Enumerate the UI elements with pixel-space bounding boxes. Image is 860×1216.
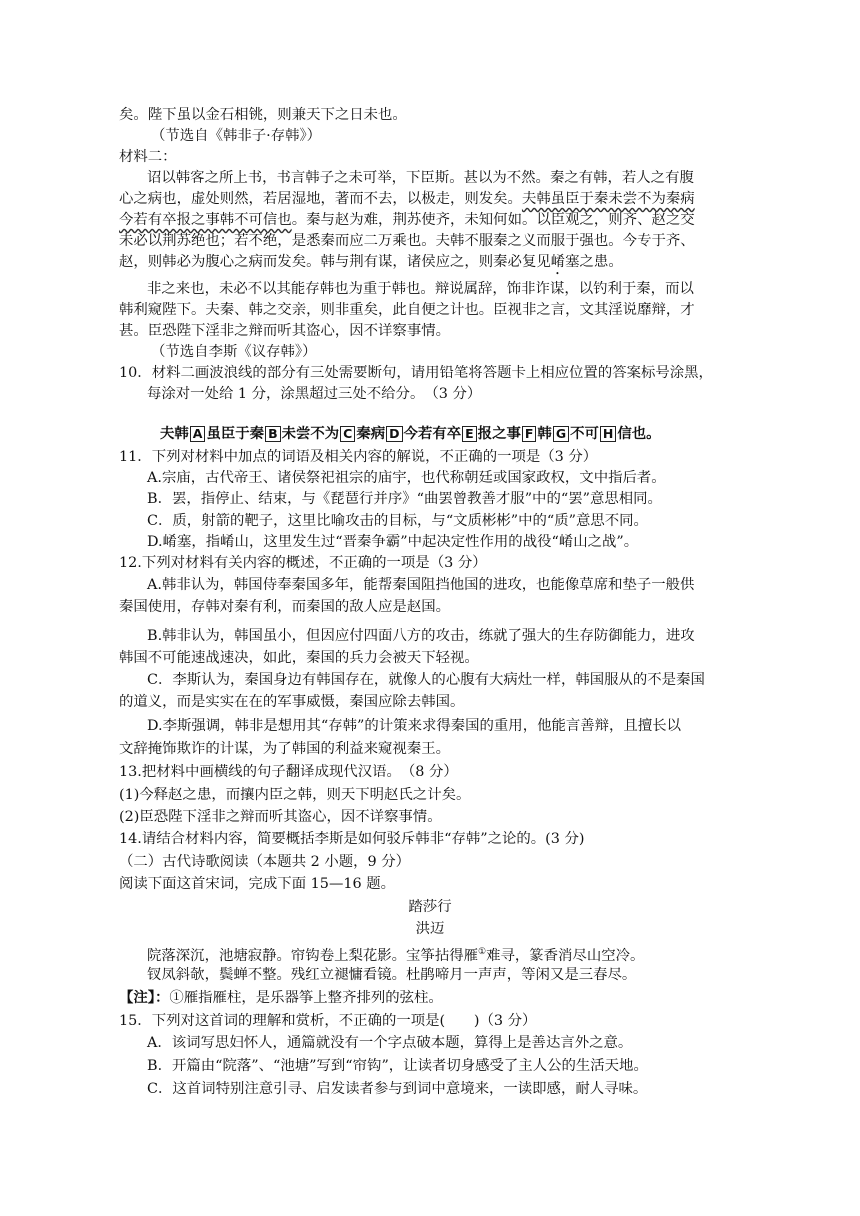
q11-option-d: D.崤塞，指崤山，这里发生过“晋秦争霸”中起决定性作用的战役“崤山之战”。 [147,534,639,550]
material2-p1-line: 赵，则韩必为腹心之病而发矣。韩与荆有谋，诸侯应之，则秦必复见崤塞之患。 [119,254,623,270]
footnote-marker: ① [478,947,487,957]
option-text: 报之事 [477,425,521,442]
option-text: 虽臣于秦 [206,425,265,442]
q10-answer-options [160,424,661,444]
q15-option-b: B．开篇由“院落”、“池塘”写到“帘钩”，让读者切身感受了主人公的生活天地。 [147,1058,648,1074]
q15-option-a: A．该词写思妇怀人，通篇就没有一个字点破本题，算得上是善达言外之意。 [147,1035,633,1051]
poem-author: 洪迈 [415,921,445,937]
poem-title: 踏莎行 [408,899,452,915]
option-text: 韩 [537,425,552,442]
option-text: 今若有卒 [403,425,462,442]
material2-p1-line: 心之病也，虚处则然，若居湿地，著而不去，以极走，则发矣。夫韩虽臣于秦未尝不为秦病 [119,191,695,207]
material1-source: （节选自《韩非子·存韩》） [151,128,322,144]
material1-line: 矣。陛下虽以金石相铫，则兼天下之日未也。 [119,107,407,123]
q12-option-c: 的道义，而是实实在在的军事威慑，秦国应除去韩国。 [119,694,465,710]
poem-line: 院落深沉，池塘寂静。帘钩卷上梨花影。宝筝拈得雁①难寻，篆香消尽山空冷。 [147,947,645,964]
option-text: 不可 [570,425,599,442]
q12-option-a: 秦国使用，存韩对秦有利，而秦国的敌人应是赵国。 [119,599,450,615]
section-intro: 阅读下面这首宋词，完成下面 15—16 题。 [119,876,396,892]
material2-p2-line: 甚。臣恐陛下淫非之辩而听其盗心，因不详察事情。 [119,323,450,339]
section-heading: （二）古代诗歌阅读（本题共 2 小题，9 分） [119,854,411,870]
option-box-e[interactable]: E [462,426,477,442]
q12-option-c: C．李斯认为，秦国身边有韩国存在，就像人的心腹有大病灶一样，韩国服从的不是秦国 [147,672,705,688]
material2-p2-line: 韩利窥陛下。夫秦、韩之交亲，则非重矣，此自便之计也。臣视非之言，文其淫说靡辩，才 [119,302,695,318]
q13-stem: 13.把材料中画横线的句子翻译成现代汉语。 （8 分） [119,764,458,780]
q11-option-c: C．质，射箭的靶子，这里比喻攻击的目标，与“文质彬彬”中的“质”意思不同。 [147,513,648,529]
q10-stem: 10．材料二画波浪线的部分有三处需要断句，请用铅笔将答题卡上相应位置的答案标号涂黑， [119,365,713,381]
dotted-word: 崤 [550,254,566,270]
poem-note: 【注】：①雁指雁柱，是乐器筝上整齐排列的弦柱。 [119,989,443,1006]
material2-p2-line: 非之来也，未必不以其能存韩也为重于韩也。辩说属辞，饰非诈谋，以钓利于秦，而以 [147,281,694,297]
q12-option-d: D.李斯强调，韩非是想用其“存韩”的计策来求得秦国的重用，他能言善辩，且擅长以 [147,718,681,734]
option-text: 未尝不为 [281,425,340,442]
q15-stem: 15．下列对这首词的理解和赏析，不正确的一项是( )（3 分） [119,1013,537,1029]
material2-p1-line: 诏以韩客之所上书，书言韩子之未可举，下臣斯。甚以为不然。秦之有韩，若人之有腹 [147,170,694,186]
q13-sentence: (2)臣恐陛下淫非之辩而听其盗心，因不详察事情。 [119,809,442,825]
option-box-f[interactable]: F [522,426,537,442]
material2-source: （节选自李斯《议存韩》） [151,344,317,360]
note-label: 【注】： [119,989,170,1006]
option-box-h[interactable]: H [600,426,616,442]
option-text: 信也。 [617,425,661,442]
option-box-d[interactable]: D [386,426,402,442]
wavy-underlined-text: 夫韩虽臣于秦未尝不为秦病 [521,191,695,207]
q10-stem: 每涂对一处给 1 分，涂黑超过三处不给分。 （3 分） [147,386,482,402]
option-box-a[interactable]: A [190,426,206,442]
material2-p1-line: 未必以荆苏绝也；若不绝，是悉秦而应二万乘也。夫韩不服秦之义而服于强也。今专于齐、 [119,233,695,249]
q12-option-b: B.韩非认为，韩国虽小，但因应付四面八方的攻击，练就了强大的生存防御能力，进攻 [147,628,695,644]
q11-stem: 11．下列对材料中加点的词语及相关内容的解说，不正确的一项是（3 分） [119,449,598,465]
q12-stem: 12.下列对材料有关内容的概述，不正确的一项是（3 分） [119,555,487,571]
q15-option-c: C．这首词特别注意引寻、启发读者参与到词中意境来，一读即感，耐人寻味。 [147,1081,648,1097]
q12-option-d: 文辞掩饰欺诈的计谋，为了韩国的利益来窥视秦王。 [119,741,450,757]
q12-option-b: 韩国不可能速战速决，如此，秦国的兵力会被天下轻视。 [119,650,479,666]
poem-line: 钗凤斜欹，鬓蝉不整。残红立褪慵看镜。杜鹃啼月一声声，等闲又是三春尽。 [147,967,637,983]
q12-option-a: A.韩非认为，韩国侍奉秦国多年，能帮秦国阻挡他国的进攻，也能像草席和垫子一般供 [147,577,695,593]
q14-stem: 14.请结合材料内容，简要概括李斯是如何驳斥韩非“存韩”之论的。(3 分) [119,831,585,847]
material2-heading: 材料二： [119,149,177,165]
option-box-c[interactable]: C [340,426,355,442]
q11-option-b: B．罢，指停止、结束，与《琵琶行并序》“曲罢曾教善才服”中的“罢”意思相同。 [147,491,662,507]
q13-sentence: (1)今释赵之患，而攘内臣之韩，则天下明赵氏之计矣。 [119,787,471,803]
material2-p1-line: 今若有卒报之事韩不可信也。秦与赵为难，荆苏使齐，未知何如。以臣观之，则齐、赵之交 [119,212,695,228]
option-box-b[interactable]: B [265,426,281,442]
option-text: 秦病 [356,425,386,442]
q11-option-a: A.宗庙，古代帝王、诸侯祭祀祖宗的庙宇，也代称朝廷或国家政权，文中指后者。 [147,470,666,486]
wavy-underlined-text: 今若有卒报之事韩不可信也 [119,212,292,228]
option-box-g[interactable]: G [553,426,569,442]
option-text: 夫韩 [160,425,189,442]
